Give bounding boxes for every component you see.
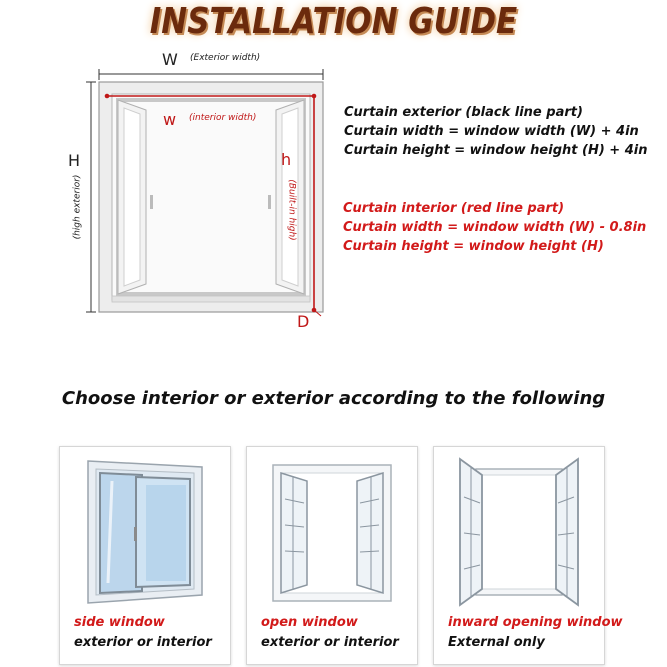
interior-height-formula: Curtain height = window height (H): [343, 239, 604, 254]
card-open-window: [246, 446, 418, 665]
interior-width-formula: Curtain width = window width (W) - 0.8in: [343, 220, 647, 235]
inward-window-icon: [442, 453, 596, 609]
side-window-caption: [74, 613, 212, 653]
open-window-option: exterior or interior: [261, 635, 399, 650]
choose-heading: Choose interior or exterior according to the following: [61, 388, 606, 409]
side-window-icon: [68, 453, 222, 609]
open-window-icon: [255, 453, 409, 609]
card-inward-window: [433, 446, 623, 665]
h-label: h: [281, 150, 292, 169]
interior-spec: [343, 199, 646, 256]
exterior-width-formula: Curtain width = window width (W) + 4in: [344, 124, 639, 139]
interior-width-label: (interior width): [189, 113, 257, 123]
w-label: w: [163, 110, 177, 129]
H-label: H: [68, 151, 81, 170]
page-title: INSTALLATION GUIDE: [149, 1, 518, 42]
inward-window-option: External only: [448, 635, 545, 650]
exterior-heading: Curtain exterior (black line part): [344, 105, 583, 120]
high-exterior-label: (high exterior): [72, 174, 83, 240]
W-label: W: [162, 50, 178, 69]
D-label: D: [297, 312, 310, 331]
side-window-option: exterior or interior: [74, 635, 212, 650]
open-window-type: open window: [261, 615, 358, 630]
interior-heading: Curtain interior (red line part): [343, 201, 565, 216]
open-window-caption: [261, 613, 399, 653]
built-in-high-label: (Built-in high): [286, 179, 297, 241]
inward-window-caption: [448, 613, 623, 653]
exterior-width-label: (Exterior width): [190, 53, 261, 63]
exterior-height-formula: Curtain height = window height (H) + 4in: [344, 143, 648, 158]
side-window-type: side window: [74, 615, 165, 630]
inward-window-type: inward opening window: [448, 615, 623, 630]
exterior-spec: [344, 103, 647, 160]
card-side-window: [59, 446, 231, 665]
